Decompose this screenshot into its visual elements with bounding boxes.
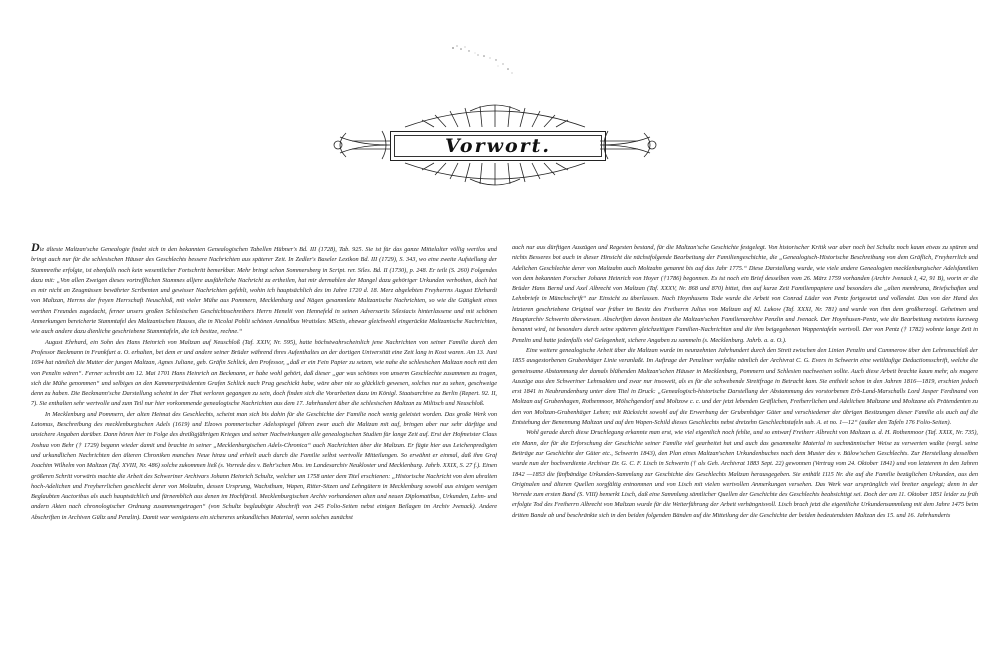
title-frame (390, 131, 606, 161)
paragraph: Eine weitere genealogische Arbeit über die Maltzan wurde im neunzehnten Jahrhundert durch den Streit zwischen den Linien Penzlin und Cummerow über den Lehnsnachlaß der 1855 ausgestorbenen Grubenhäger Linie veranlaßt. Im Auftrage der Penzliner verfaßte nämlich der Archivrat C. G. Evers in Schwerin eine weitläufige Deductionsschrift, welche die gemeinsame Abstammung der damals blühenden Maltzan'schen Häuser in Mecklenburg, Pommern und Schlesien nachweisen sollte. Auch diese Arbeit brachte kaum mehr, als magere Auszüge aus den Schweriner Lehnsakten und zwar nur insoweit, als es für die schwebende Streitfrage in Betracht kam. Sie enthielt schon in den Jahren 1816—1819, erschien jedoch erst 1841 in Neubrandenburg unter dem Titel in Druck: „Genealogisch-historische Darstellung der Abstammung des vorstorbenen Erb-Land-Marschalls Lord Jasper Ferdinand von Moltzan auf Grubenhagen, Rothenmoor, Mölschgendorf und Moltzow c. c. und der jetzt lebenden Gräflichen, Freiherrlichen und Adelichen Maltzane und Moltzane als Prätendenten zu den von Moltzan-Grubenhäger Lehen; mit Rücksicht sowohl auf die Erwerbung der Grubenhäger Güter und verschiedener der übrigen Besitzungen dieser Familie als auch auf die Entstehung der Benennung Maltzan und auf den Wapen-Schild dieses Geschlechts nebst dreizehn Geschlechtstafeln sub. A. et no. 1—12“ (außer den Tafeln 176 Folio-Seiten). (512, 346, 978, 427)
paragraph: In Mecklenburg und Pommern, der alten Heimat des Geschlechts, scheint man sich bis dahin für die Geschichte der Familie noch wenig geleistet worden. Das große Werk von Latomus, Beschreibung des mecklenburgischen Adels (1619) und Elzows pommerischer Adelsspiegel führen zwar auch die Maltzan mit auf, bringen aber nur sehr dürftige und unsichere Angaben darüber. Dann hören hier in Folge des dreißigjährigen Krieges und seiner Nachwirkungen alle genealogischen Studien für lange Zeit auf. Erst der Hofmeister Claus Joshua von Behr († 1729) begann wieder damit und brachte in seiner „Mecklenburgischen Adels-Chronica“ auch Nachrichten über die Maltzan. Er fügte hier aus Leichenpredigten und urkundlichen Nachrichten den älteren Chroniken manches Neue hinzu und erhielt auch durch die Familie selbst wertvolle Mitteilungen. So erwähnt er einmal, daß ihm Graf Joachim Wilhelm von Maltzan (Taf. XVIII, Nr. 486) solche zukommen ließ (s. Vorrede des v. Behr'schen Mss. im Landesarchiv Neukloster und Mecklenburg. Jahrb. XXIX, S. 27 f.). Einen größeren Schritt vorwärts machte die Arbeit des Schweriner Archivars Johann Heinrich Schultz, welcher um 1758 unter dem Titel erschienen: „Historische Nachricht von dem uhralten hoch-Adelichen und Freyherrlichen geschlecht derer von Moltzahn, dessen Ursprung, Wachsthum, Wapen, Ritter-Sitzen und Lehngütern in Mecklenburg sowohl aus einigen wenigen Beglaubten Auctoribus als auch hauptsächlich und fürnemblich aus denen im Hochfürstl. Mecklenburgischen Archiv vorhandenen alten und neuen Diplomatibus, Urkunden, Lehn- und andern Akten nach chronologischer Ordnung zusammengetragen“ (von Schultz beglaubigte Abschrift von 245 Folio-Seiten nebst einigen Beilagen im Archiv Jvenack). Andere Abschriften in Archiven Gültz und Penzlin). Damit war wenigstens ein sichereres urkundliches Material, wenn solches zunächst (31, 410, 497, 521)
paragraph: August Ehrhard, ein Sohn des Hans Heinrich von Maltzan auf Neuschloß (Taf. XXIV, Nr. 595), hatte höchstwahrscheinlich jene Nachrichten von seiner Familie durch den Professor Beckmann in Frankfurt a. O. erhalten, bei dem er und andere seiner Brüder während ihres Aufenthaltes an der dortigen Universität eine Zeit lang in Kost waren. Am 13. Juni 1694 hat nämlich die Mutter der jungen Maltzan, Agnes Juliane, geb. Gräfin Schlick, den Professor, „daß er ein Fein Papier zu setzen, wie nahe die schlesischen Maltzan noch mit den von Penzlin wären“. Ferner schreibt am 12. Mai 1701 Hans Heinrich an Beckmann, er habe wohl gehört, daß dieser „gar was schönes von unserm Geschlechte zusammen zu tragen, sich die Mühe genommen“ und selbiges an den Kammerpräsidenten Grafen Schlick nach Prag geschickt habe, wäre aber nie so glücklich gewesen, solches nur zu sehen, geschweige denn zu haben. Die Beckmann'sche Darstellung scheint in der That verloren gegangen zu sein, doch finden sich die Vorarbeiten dazu im Königl. Staatsarchive zu Berlin (Repert. 92. II, 7). Sie enthalten sehr wertvolle und zum Teil nur hier vorkommende genealogische Nachrichten aus dem 17. Jahrhundert über die schlesischen Maltzan zu Militsch und Neuschloß. (31, 338, 497, 408)
paragraph: Die älteste Maltzan'sche Genealogie findet sich in den bekannten Genealogischen Tabellen Hübner's Bd. III (1728), Tab. 925. Sie ist für das ganze Mittelalter völlig wertlos und bringt auch nur für die schlesischen Häuser des Geschlechts bessere Nachrichten aus späterer Zeit. In Zedler's Baseler Lexikon Bd. III (1729), S. 343, wo eine zweite Aufstellung der Stammreihe erfolgte, ist ebenfalls noch kein wesentlicher Fortschritt bemerkbar. Mehr bringt schon Sommersberg in Script. rer. Siles. Bd. II (1730), p. 248. Er teilt (S. 260) Folgendes dazu mit: „Von allen Zweigen dieses vortrefflichen Stammes alljere ausführliche Nachricht zu ertheilen, hat mir dermahlen der Mangel dazu gehöriger Urkunden verbothen, doch hat es mir nicht an Zeugnüssen bewährter Scribenten und gewisser Nachrichten gefehlt, wohin ich hauptsächlich des im Jahre 1720 d. 18. Merz abgelebten Freyherrns August Ehrhardi von Maltzan, Herrns der freyen Herrschaft Neuschloß, mit vieler Mühe aus Pommern, Mecklenburg und Nägen gesammlete Maltzanische Nachrichten, so wie die Gütigkeit eines werthen Freundes zugedacht, ferner unsers großen Schlesischen Geschichtsschreibers Herrn Henelii von Hennefeld in seinen Adversariis Silesiacis hinterlassene und mit schönen Anmerkungen bereicherte Stammtafel des Maltzanischen Hauses, die in Nicolai Pohlii schönen Annalibus Wratislav. MSctis, ebzwar gleichwohl eingerückte Maltzanische Nachrichten, wie auch andere dazu dienliche geschriebene Stammtafeln, die ich besitze, rechne.“ (31, 243, 497, 338)
paragraph: auch nur aus dürftigen Auszügen und Regesten bestand, für die Maltzan'sche Geschichte festgelegt. Von historischer Kritik war aber noch bei Schultz noch kaum etwas zu spüren und nichts Besseres bot auch in dieser Hinsicht die nächstfolgende Bearbeitung der Familiengeschichte, die „Genealogisch-Historische Beschreibung von dem Gräflich, Freyherrlich und Adelichen Geschlechte derer von Maltzahn auch Moltzahn genannt bis auf das Jahr 1775.“ Diese Darstellung wurde, wie viele andere Genealogien mecklenburgischer Adelsfamilien von dem bekannten Forscher Johann Heinrich von Hoyer (†1786) begonnen. Es ist noch ein Brief desselben vom 26. März 1759 vorhanden (Archiv Jvenack I, 42, 91 B), worin er die Brüder Hans Bernd und Axel Albrecht von Maltzan (Taf. XXXV, Nr. 868 und 870) bittet, ihm auf kurze Zeit Familienpapiere und besonders die „alten membrana, Briefschaften und Lehnbriefe in Münchschrift“ zur Einsicht zu überlassen. Nach Hoynhusens Tode wurde die Arbeit von Conrad Lüder von Pentz fortgesetzt und vollendet. Das von der Hand des letzteren geschriebene Original war früher im Besitz des Freiherrn Julius von Maltzan auf Kl. Lukow (Taf. XXXI, Nr. 781) und wurde von ihm dem großherzogl. Geheimen und Hauptarchiv Schwerin überwiesen. Abschriften davon besitzen die Maltzan'schen Familienarchive Penzlin und Jvenack. Der Hoynhusen-Pentz, wie die Bearbeitung meistens kurzweg benannt wird, ist besonders durch seine späteren gleichzeitigen Familien-Nachrichten und die ihm beigegebenen Wappentafeln wertvoll. Der von Pentz († 1782) wohnte lange Zeit in Penzlin und hatte jedenfalls viel Gelegenheit, sichere Angaben zu sammeln (s. Mecklenburg. Jahrb. a. a. O.). (512, 244, 978, 344)
page-title: Vorwort. (444, 135, 552, 157)
drop-cap: D (31, 243, 40, 254)
left-text-column (31, 243, 497, 653)
print-specks (448, 42, 518, 82)
right-text-column (512, 243, 978, 653)
paragraph: Wohl gerade durch diese Druchlegung erkannte man erst, wie viel eigentlich noch fehlte, und so entwarf Freiherr Albrecht von Maltzan a. d. H. Rothenmoor (Taf. XXIX, Nr. 735), ein Mann, der für die Erforschung der Geschichte seiner Familie viel gearbeitet hat und auch das gesammelte Material in sachmännischer Weise zu verwerten wußte (vergl. seine Beiträge zur Geschichte der Güter etc., Schwerin 1843), den Plan eines Maltzan'schen Urkundenbuches nach dem Muster des v. Bülow'schen Geschlechts. Zur Herstellung desselben wurde nun der hochverdiente Archivar Dr. G. C. F. Lisch in Schwerin († als Geh. Archivrat 1883 Sept. 22) gewonnen (Vertrag vom 24. Oktober 1841) und von letzterem in den Jahren 1842 —1853 die fünfbändige Urkunden-Sammlung zur Geschichte des Geschlechts Maltzan herausgegeben. Sie enthält 1115 Nr. die auf die Familie bezüglichen Urkunden, aus den Originalen und älteren Quellen sorgfältig entnommen und von Lisch mit vielen wertvollen Anmerkungen versehen. Das Werk war ursprünglich viel breiter angelegt; denn in der Vorrede zum ersten Band (S. VIII) bemerkt Lisch, daß eine Sammlung sämtlicher Quellen der Geschichte des Geschlechts beabsichtigt sei. Doch der am 11. Oktober 1851 leider zu früh erfolgte Tod des Freiherrn Albrecht von Maltzan wurde für die Weiterführung der Arbeit verhängnisvoll. Lisch brach jetzt die eigentliche Urkundensammlung mit dem Jahre 1475 beim dritten Bande ab und beschränkte sich in den beiden folgenden Bänden auf die Mitteilung der die Geschichte der beiden bedeutendsten Maltzan des 15. und 16. Jahrhunderts (512, 429, 978, 519)
